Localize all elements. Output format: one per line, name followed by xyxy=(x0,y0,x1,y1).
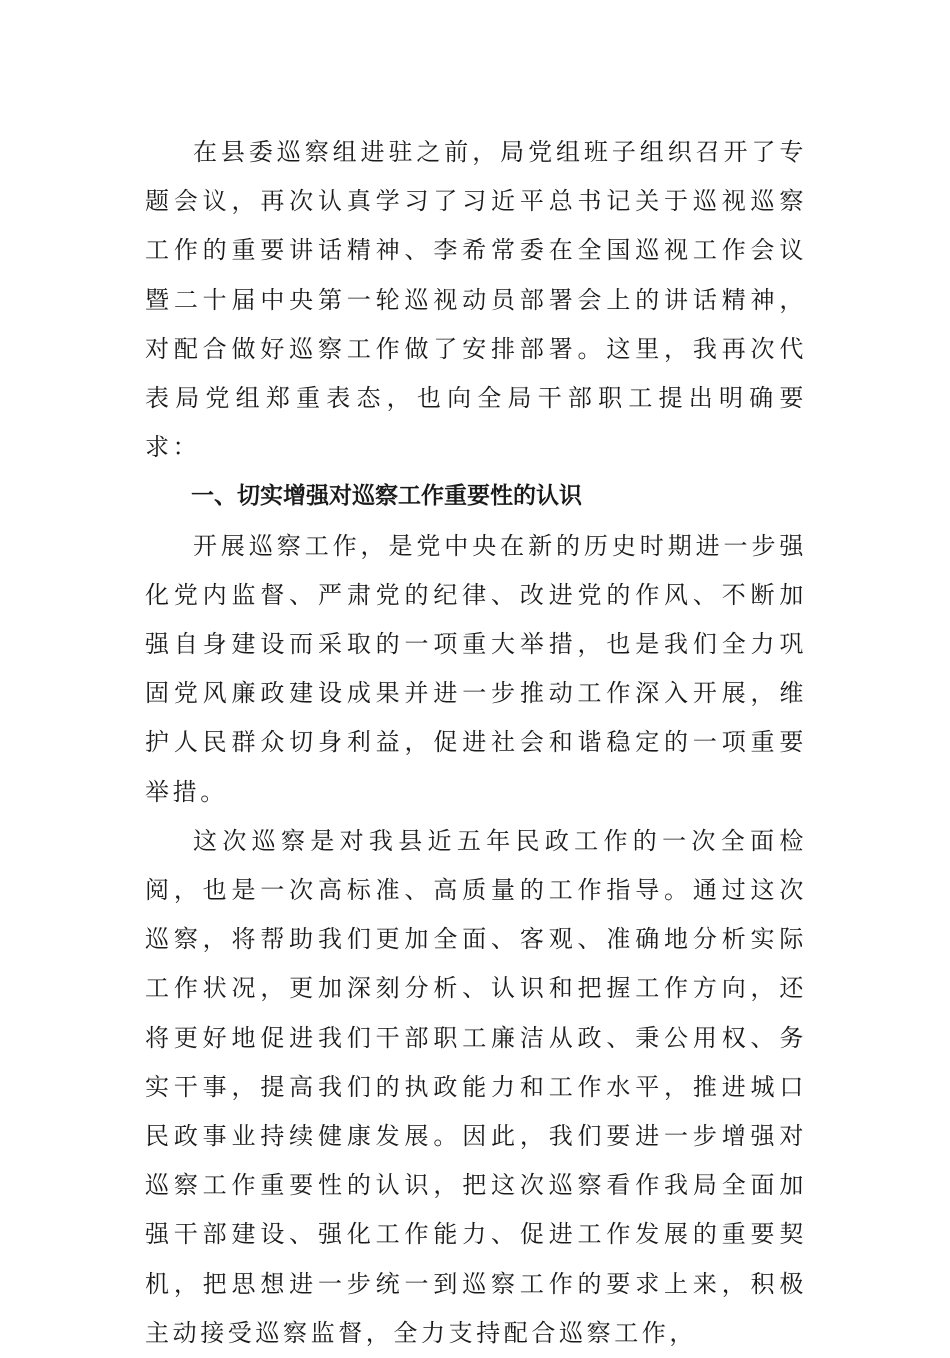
section-heading-1: 一、切实增强对巡察工作重要性的认识 xyxy=(191,483,582,510)
paragraph-significance: 开展巡察工作，是党中央在新的历史时期进一步强化党内监督、严肃党的纪律、改进党的作风、不断加强自身建设而采取的一项重大举措，也是我们全力巩固党风廉政建设成果并进一步推动工作深入开展，维护人民群众切身利益，促进社会和谐稳定的一项重要举措。 xyxy=(145,531,807,806)
document-page xyxy=(145,128,807,1358)
paragraph-intro: 在县委巡察组进驻之前，局党组班子组织召开了专题会议，再次认真学习了习近平总书记关于巡视巡察工作的重要讲话精神、李希常委在全国巡视工作会议暨二十届中央第一轮巡视动员部署会上的讲话精神，对配合做好巡察工作做了安排部署。这里，我再次代表局党组郑重表态，也向全局干部职工提出明确要求： xyxy=(145,138,807,462)
paragraph-inspection-purpose: 这次巡察是对我县近五年民政工作的一次全面检阅，也是一次高标准、高质量的工作指导。通过这次巡察，将帮助我们更加全面、客观、准确地分析实际工作状况，更加深刻分析、认识和把握工作方向，还将更好地促进我们干部职工廉洁从政、秉公用权、务实干事，提高我们的执政能力和工作水平，推进城口民政事业持续健康发展。因此，我们要进一步增强对巡察工作重要性的认识，把这次巡察看作我局全面加强干部建设、强化工作能力、促进工作发展的重要契机，把思想进一步统一到巡察工作的要求上来，积极主动接受巡察监督，全力支持配合巡察工作， xyxy=(145,826,807,1347)
